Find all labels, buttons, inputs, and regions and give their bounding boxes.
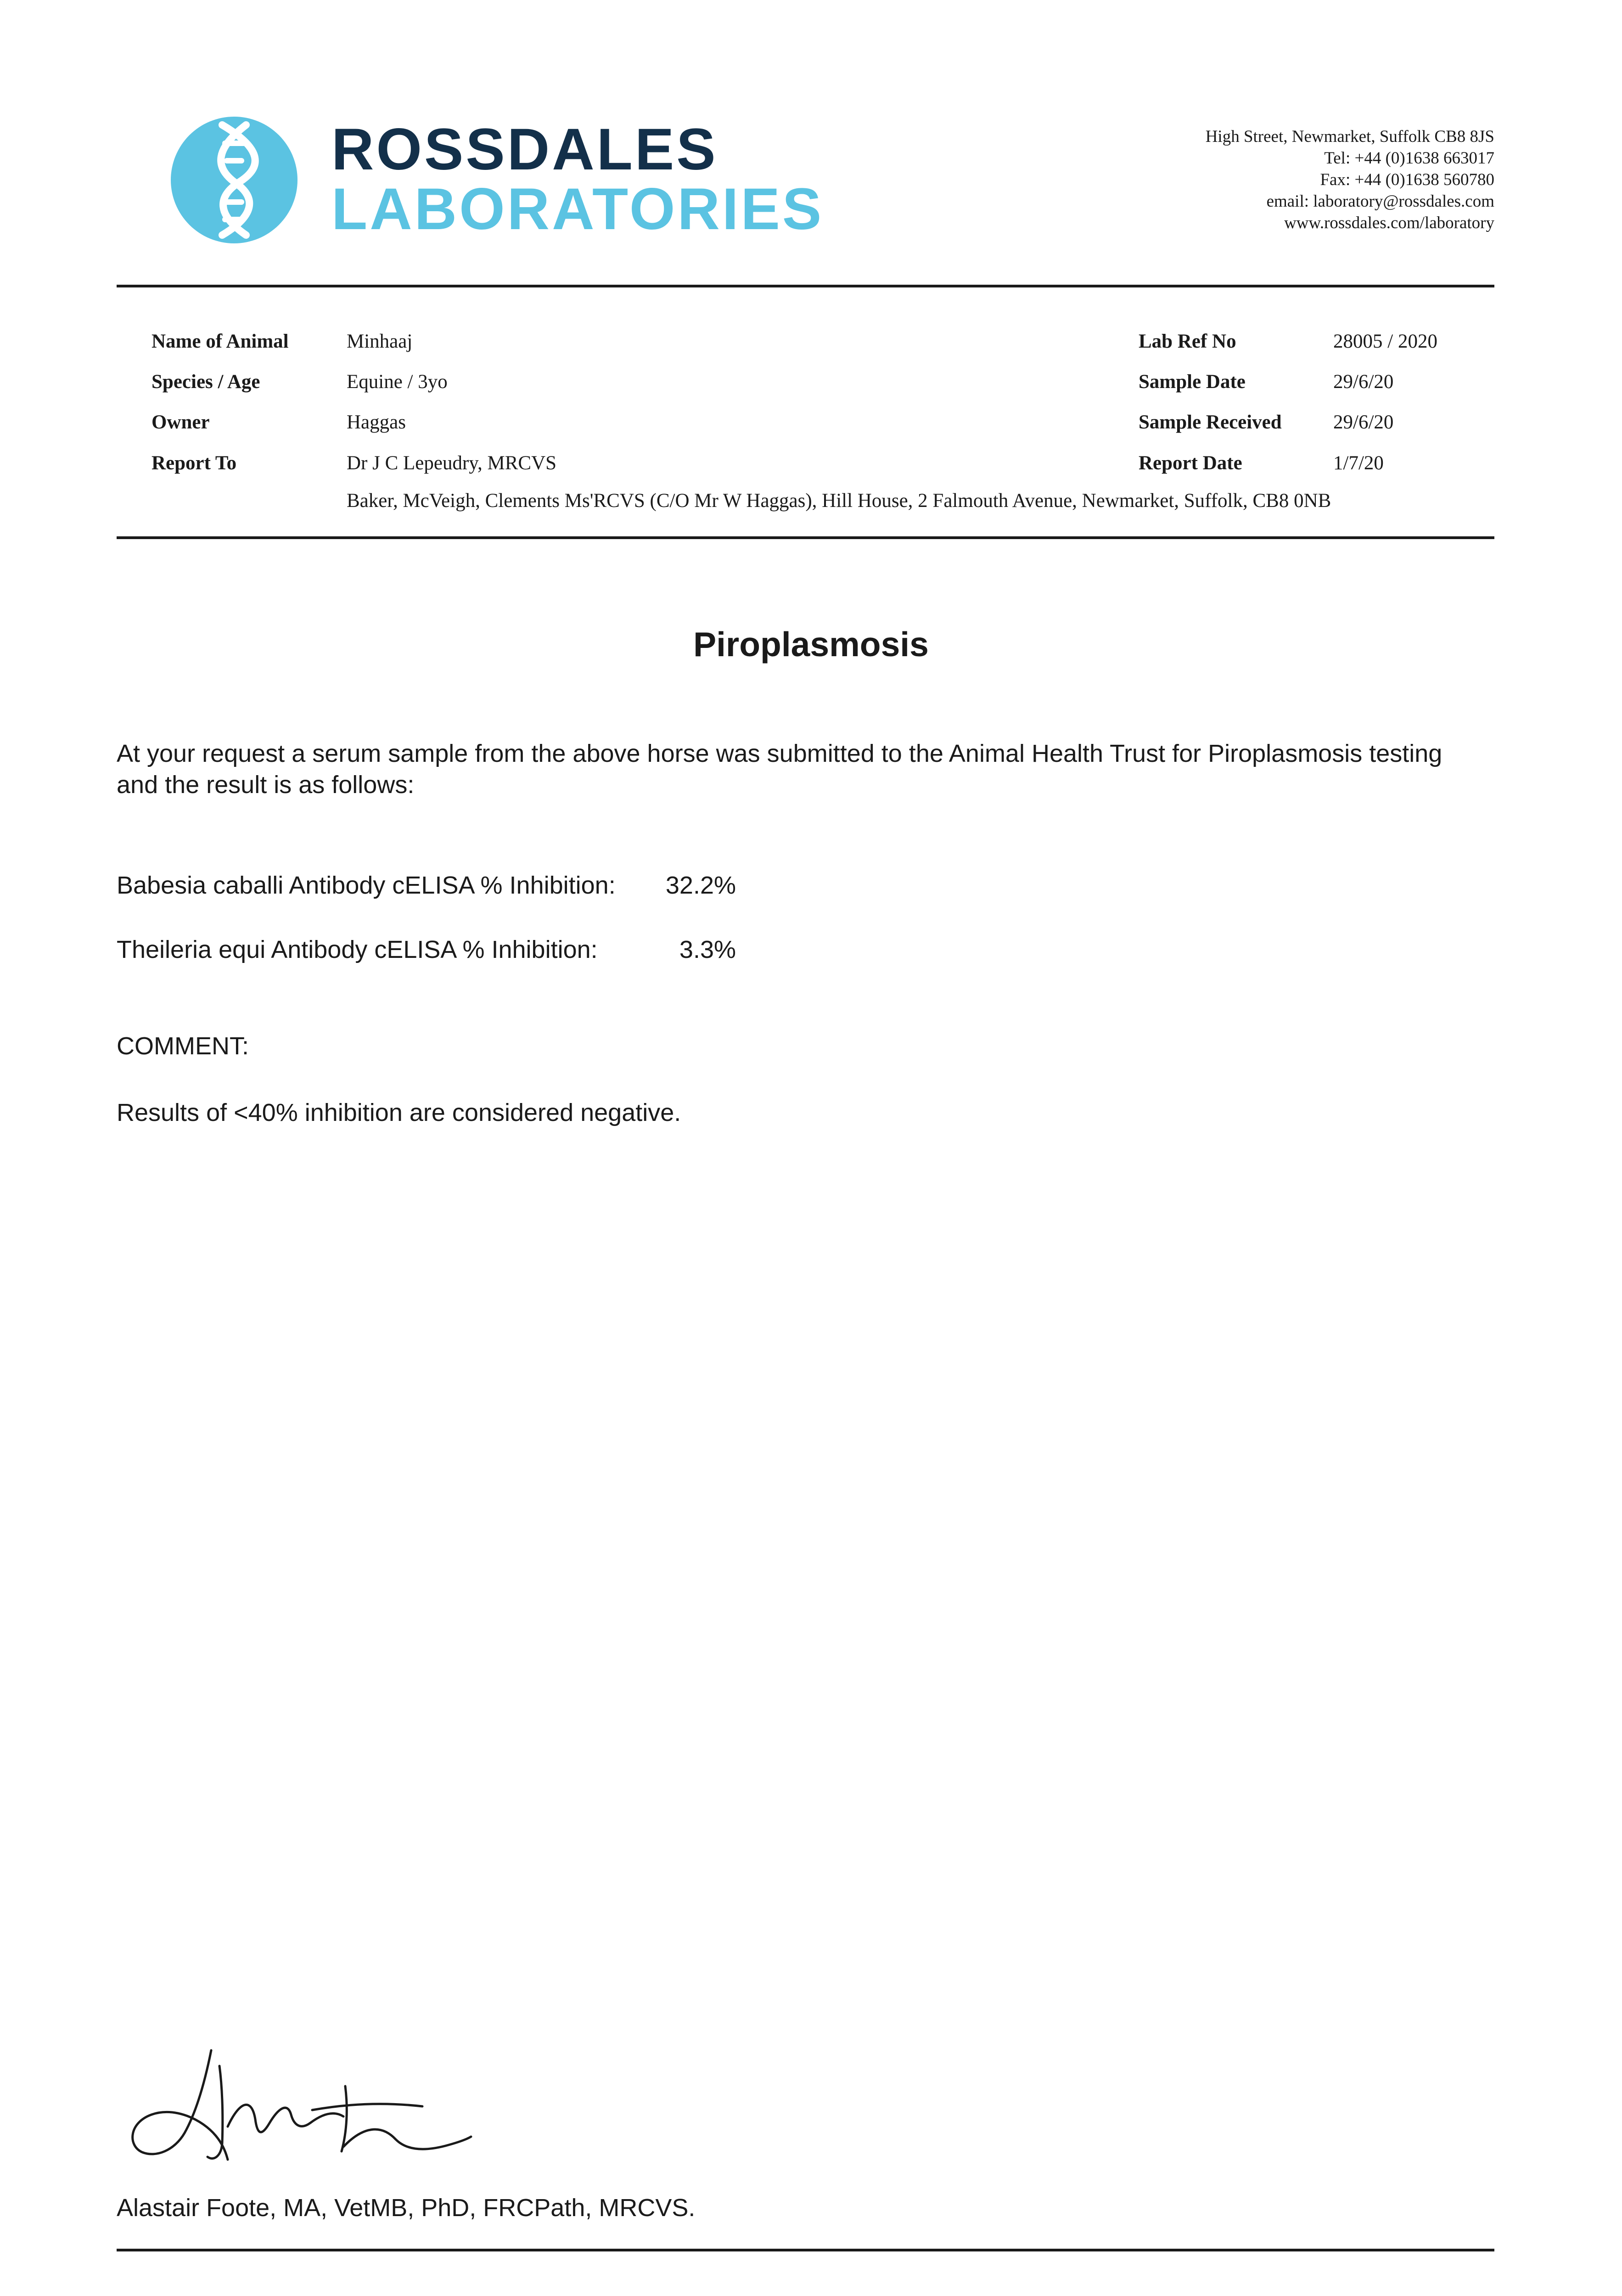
lab-ref-label: Lab Ref No bbox=[1139, 331, 1236, 352]
lab-ref-value: 28005 / 2020 bbox=[1333, 331, 1437, 352]
footer-divider bbox=[117, 2249, 1494, 2251]
report-title: Piroplasmosis bbox=[693, 625, 929, 664]
sample-received-value: 29/6/20 bbox=[1333, 411, 1394, 433]
name-of-animal-value: Minhaaj bbox=[347, 331, 413, 352]
species-age-label: Species / Age bbox=[152, 371, 260, 393]
brand-subtitle: LABORATORIES bbox=[331, 176, 824, 242]
contact-block bbox=[1206, 126, 1494, 234]
comment-label: COMMENT: bbox=[117, 1032, 249, 1060]
result-label: Theileria equi Antibody cELISA % Inhibition: bbox=[117, 936, 598, 963]
contact-fax: Fax: +44 (0)1638 560780 bbox=[1320, 170, 1494, 189]
report-to-address: Baker, McVeigh, Clements Ms'RCVS (C/O Mr W Haggas), Hill House, 2 Falmouth Avenue, Newmarket, Suffolk, CB8 0NB bbox=[347, 490, 1331, 512]
signatory-name: Alastair Foote, MA, VetMB, PhD, FRCPath, MRCVS. bbox=[117, 2194, 696, 2222]
report-date-label: Report Date bbox=[1139, 452, 1242, 474]
dna-helix-icon bbox=[171, 117, 297, 243]
owner-value: Haggas bbox=[347, 411, 406, 433]
contact-website: www.rossdales.com/laboratory bbox=[1284, 214, 1494, 232]
signature-image bbox=[124, 2046, 473, 2170]
name-of-animal-label: Name of Animal bbox=[152, 331, 289, 352]
result-row bbox=[117, 934, 736, 966]
details-divider bbox=[117, 536, 1494, 539]
contact-address: High Street, Newmarket, Suffolk CB8 8JS bbox=[1205, 127, 1494, 146]
result-row bbox=[117, 870, 736, 901]
result-value: 3.3% bbox=[679, 936, 736, 963]
comment-text: Results of <40% inhibition are considered negative. bbox=[117, 1099, 681, 1126]
report-to-value: Dr J C Lepeudry, MRCVS bbox=[347, 452, 557, 474]
report-to-label: Report To bbox=[152, 452, 237, 474]
sample-date-value: 29/6/20 bbox=[1333, 371, 1394, 393]
sample-date-label: Sample Date bbox=[1139, 371, 1246, 393]
result-value: 32.2% bbox=[665, 872, 736, 899]
brand-name: ROSSDALES bbox=[331, 117, 718, 182]
contact-email: email: laboratory@rossdales.com bbox=[1266, 192, 1494, 211]
contact-tel: Tel: +44 (0)1638 663017 bbox=[1324, 149, 1494, 168]
report-date-value: 1/7/20 bbox=[1333, 452, 1384, 474]
owner-label: Owner bbox=[152, 411, 210, 433]
header-divider bbox=[117, 285, 1494, 287]
species-age-value: Equine / 3yo bbox=[347, 371, 448, 393]
sample-received-label: Sample Received bbox=[1139, 411, 1282, 433]
result-label: Babesia caballi Antibody cELISA % Inhibition: bbox=[117, 872, 616, 899]
report-intro: At your request a serum sample from the above horse was submitted to the Animal Health Trust for Piroplasmosis testing and the result is as follows: bbox=[117, 740, 1442, 799]
